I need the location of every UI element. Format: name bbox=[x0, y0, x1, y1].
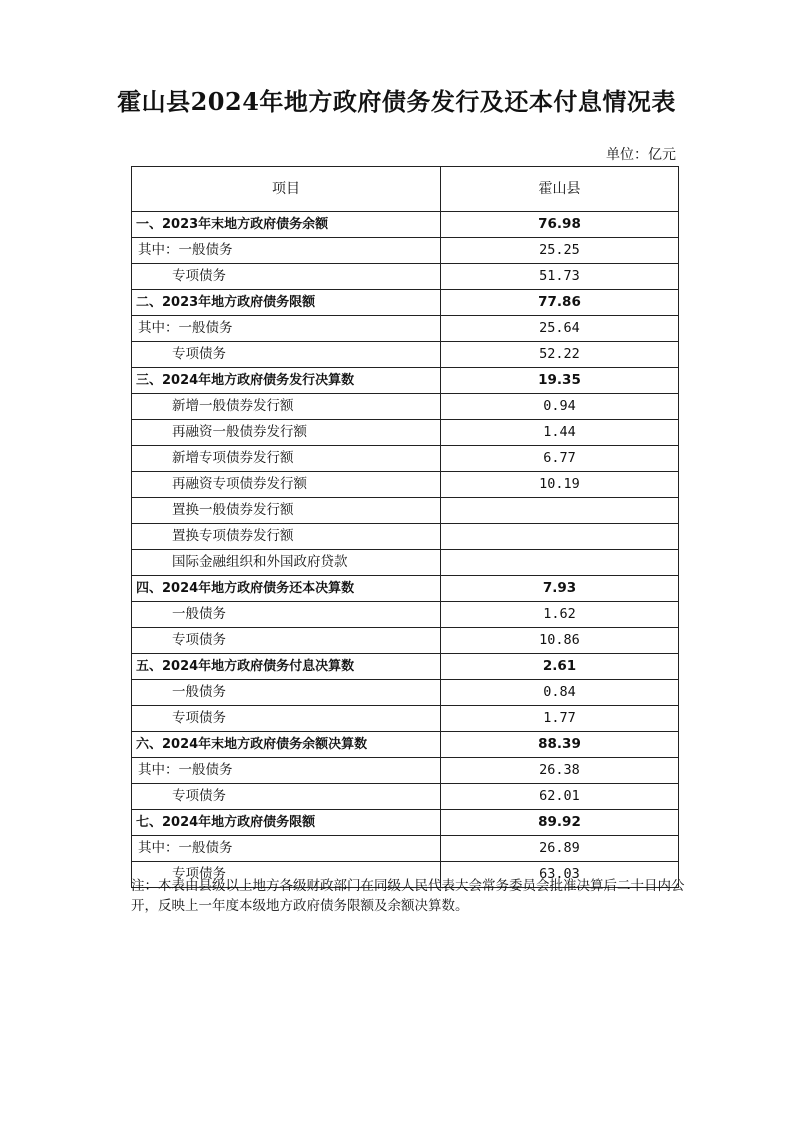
row-value: 88.39 bbox=[441, 732, 679, 758]
table-row bbox=[132, 524, 679, 550]
row-label: 专项债务 bbox=[132, 862, 441, 888]
table-row bbox=[132, 602, 679, 628]
row-label: 再融资一般债券发行额 bbox=[132, 420, 441, 446]
row-label: 二、2023年地方政府债务限额 bbox=[132, 290, 441, 316]
header-item: 项目 bbox=[132, 167, 441, 212]
row-label: 专项债务 bbox=[132, 264, 441, 290]
row-label: 专项债务 bbox=[132, 784, 441, 810]
debt-table bbox=[131, 166, 679, 888]
table-row bbox=[132, 238, 679, 264]
table-row bbox=[132, 342, 679, 368]
row-label: 三、2024年地方政府债务发行决算数 bbox=[132, 368, 441, 394]
row-value: 19.35 bbox=[441, 368, 679, 394]
row-label: 置换专项债券发行额 bbox=[132, 524, 441, 550]
row-label: 四、2024年地方政府债务还本决算数 bbox=[132, 576, 441, 602]
table-row bbox=[132, 420, 679, 446]
row-value: 7.93 bbox=[441, 576, 679, 602]
row-label: 一般债务 bbox=[132, 602, 441, 628]
row-value: 51.73 bbox=[441, 264, 679, 290]
row-value: 1.44 bbox=[441, 420, 679, 446]
header-region: 霍山县 bbox=[441, 167, 679, 212]
table-row bbox=[132, 810, 679, 836]
row-label: 其中：一般债务 bbox=[132, 836, 441, 862]
row-value: 76.98 bbox=[441, 212, 679, 238]
page-title: 霍山县2024年地方政府债务发行及还本付息情况表 bbox=[117, 87, 676, 116]
footnote: 注：本表由县级以上地方各级财政部门在同级人民代表大会常务委员会批准决算后二十日内公开，反映上一年度本级地方政府债务限额及余额决算数。 bbox=[131, 878, 685, 914]
row-value: 62.01 bbox=[441, 784, 679, 810]
row-label: 国际金融组织和外国政府贷款 bbox=[132, 550, 441, 576]
table-row bbox=[132, 290, 679, 316]
row-value: 10.19 bbox=[441, 472, 679, 498]
table-row bbox=[132, 732, 679, 758]
row-label: 新增专项债券发行额 bbox=[132, 446, 441, 472]
row-label: 专项债务 bbox=[132, 628, 441, 654]
table-row bbox=[132, 316, 679, 342]
table-row bbox=[132, 680, 679, 706]
unit-label: 单位：亿元 bbox=[606, 147, 676, 163]
row-label: 其中：一般债务 bbox=[132, 758, 441, 784]
row-value: 6.77 bbox=[441, 446, 679, 472]
row-value: 63.03 bbox=[441, 862, 679, 888]
table-row bbox=[132, 394, 679, 420]
row-label: 再融资专项债券发行额 bbox=[132, 472, 441, 498]
row-value: 25.64 bbox=[441, 316, 679, 342]
row-label: 其中：一般债务 bbox=[132, 238, 441, 264]
row-label: 五、2024年地方政府债务付息决算数 bbox=[132, 654, 441, 680]
table-row bbox=[132, 784, 679, 810]
row-value: 77.86 bbox=[441, 290, 679, 316]
table-row bbox=[132, 498, 679, 524]
row-value: 89.92 bbox=[441, 810, 679, 836]
row-value: 0.84 bbox=[441, 680, 679, 706]
table-row bbox=[132, 212, 679, 238]
row-label: 专项债务 bbox=[132, 342, 441, 368]
row-value: 26.89 bbox=[441, 836, 679, 862]
row-label: 一般债务 bbox=[132, 680, 441, 706]
table-row bbox=[132, 654, 679, 680]
row-label: 其中：一般债务 bbox=[132, 316, 441, 342]
row-label: 一、2023年末地方政府债务余额 bbox=[132, 212, 441, 238]
table-row bbox=[132, 576, 679, 602]
row-value: 25.25 bbox=[441, 238, 679, 264]
row-value bbox=[441, 524, 679, 550]
row-value bbox=[441, 498, 679, 524]
row-value: 2.61 bbox=[441, 654, 679, 680]
row-label: 新增一般债券发行额 bbox=[132, 394, 441, 420]
row-label: 置换一般债券发行额 bbox=[132, 498, 441, 524]
table-row bbox=[132, 368, 679, 394]
table-row bbox=[132, 758, 679, 784]
row-value bbox=[441, 550, 679, 576]
table-row bbox=[132, 264, 679, 290]
row-value: 26.38 bbox=[441, 758, 679, 784]
table-body bbox=[132, 212, 679, 888]
row-value: 52.22 bbox=[441, 342, 679, 368]
row-value: 1.77 bbox=[441, 706, 679, 732]
table-row bbox=[132, 472, 679, 498]
row-label: 专项债务 bbox=[132, 706, 441, 732]
table-row bbox=[132, 706, 679, 732]
table-row bbox=[132, 836, 679, 862]
table-row bbox=[132, 550, 679, 576]
row-label: 七、2024年地方政府债务限额 bbox=[132, 810, 441, 836]
row-value: 0.94 bbox=[441, 394, 679, 420]
table-row bbox=[132, 628, 679, 654]
table-row bbox=[132, 446, 679, 472]
table-header-row bbox=[132, 167, 679, 212]
row-value: 1.62 bbox=[441, 602, 679, 628]
row-value: 10.86 bbox=[441, 628, 679, 654]
row-label: 六、2024年末地方政府债务余额决算数 bbox=[132, 732, 441, 758]
